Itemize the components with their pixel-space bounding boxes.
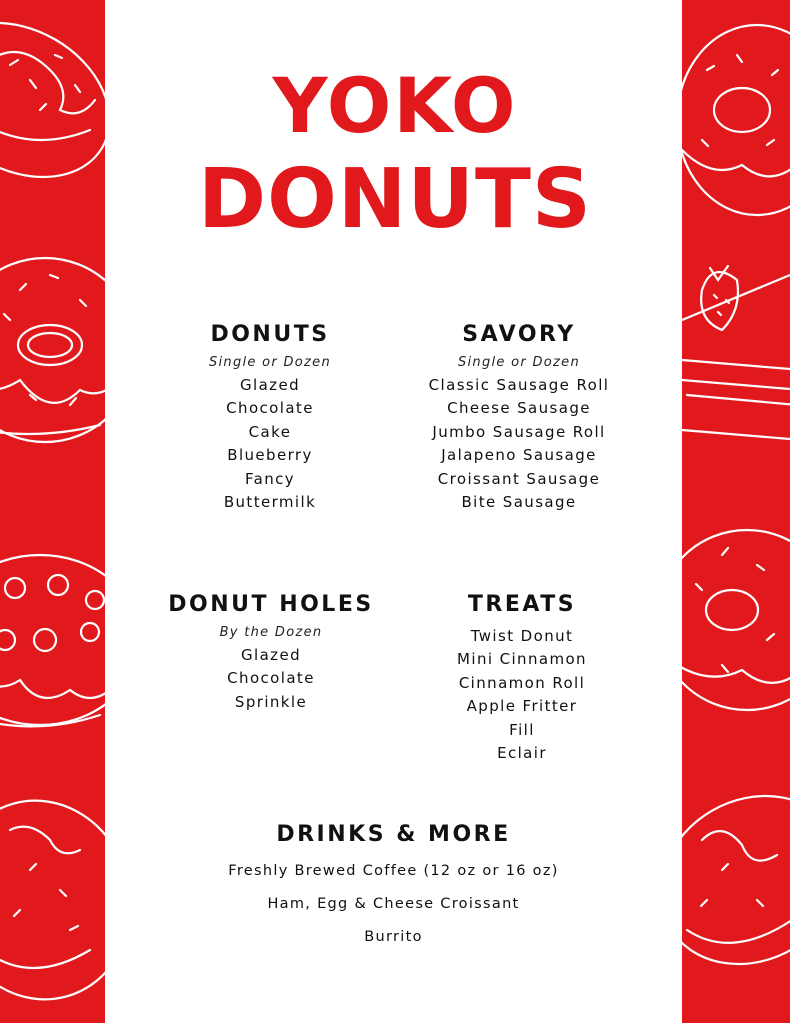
menu-item: Classic Sausage Roll [428, 376, 610, 394]
section-title: DONUTS [210, 322, 330, 347]
menu-item: Buttermilk [223, 493, 317, 512]
menu-item: Glazed [239, 376, 300, 394]
section-savory [389, 322, 649, 514]
menu-item: Mini Cinnamon [457, 650, 587, 669]
item-list [105, 855, 682, 954]
menu-item: Blueberry [227, 446, 313, 465]
brand-line1: YOKO [272, 61, 518, 150]
menu-item: Jalapeno Sausage [441, 446, 597, 465]
brand-line2: DONUTS [198, 152, 592, 247]
section-subtitle: Single or Dozen [208, 355, 332, 370]
menu-item: Ham, Egg & Cheese Croissant [267, 896, 520, 912]
section-treats [392, 592, 652, 765]
item-list [140, 374, 400, 514]
menu-item: Glazed [240, 646, 301, 664]
brand-logo [0, 61, 790, 247]
menu-item: Sprinkle [234, 692, 308, 711]
menu-item: Jumbo Sausage Roll [432, 422, 606, 441]
item-list [141, 644, 401, 714]
menu-item: Cinnamon Roll [458, 673, 586, 692]
menu-item: Apple Fritter [466, 697, 578, 716]
section-drinks [105, 822, 682, 954]
menu-item: Bite Sausage [461, 493, 577, 512]
item-list [392, 625, 652, 765]
strawberry-donut-icon [0, 555, 140, 726]
menu-item: Eclair [497, 744, 547, 763]
section-donut-holes [141, 592, 401, 714]
donut-icon [0, 258, 137, 442]
section-subtitle: By the Dozen [219, 625, 323, 640]
item-list [389, 374, 649, 514]
menu-item: Twist Donut [470, 627, 574, 645]
section-donuts [140, 322, 400, 514]
menu-item: Chocolate [227, 669, 315, 688]
menu-item: Cheese Sausage [447, 399, 591, 418]
section-title: DONUT HOLES [168, 592, 374, 617]
menu-item: Fancy [244, 469, 296, 488]
donut-icon [657, 530, 790, 710]
menu-item: Burrito [364, 929, 423, 945]
menu-item: Cake [248, 422, 292, 441]
menu-item: Croissant Sausage [437, 469, 601, 488]
menu-item: Chocolate [226, 399, 314, 418]
section-title: TREATS [467, 592, 577, 617]
section-title: DRINKS & MORE [276, 822, 511, 847]
section-subtitle: Single or Dozen [457, 355, 581, 370]
menu-item: Freshly Brewed Coffee (12 oz or 16 oz) [228, 863, 559, 879]
section-title: SAVORY [462, 322, 576, 347]
menu-item: Fill [509, 720, 535, 739]
strawberry-cake-icon [682, 266, 790, 440]
